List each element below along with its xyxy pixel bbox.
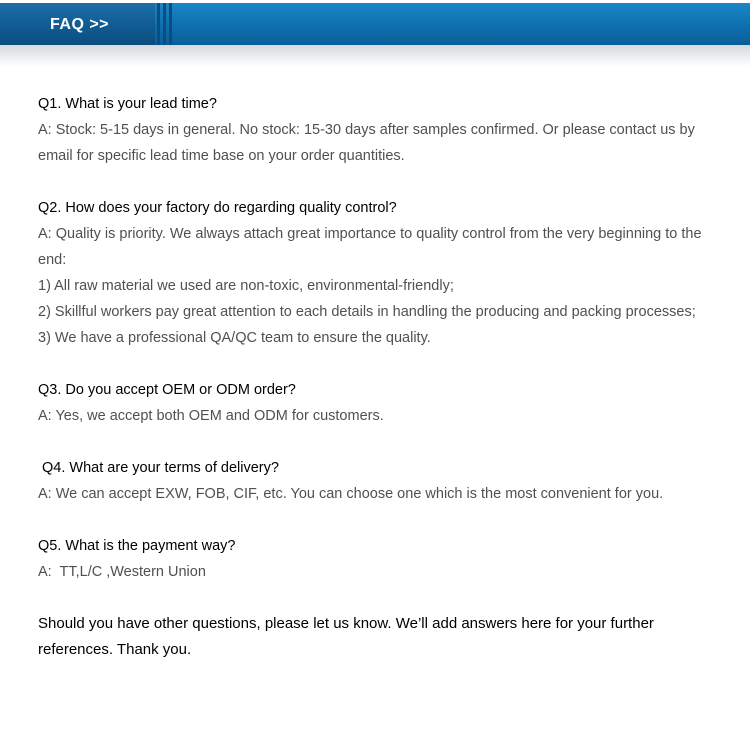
faq-answer-point: 1) All raw material we used are non-toxic, environmental-friendly;	[38, 278, 454, 294]
faq-header-tab	[0, 3, 155, 45]
header-shadow	[0, 45, 750, 67]
faq-answer: A: We can accept EXW, FOB, CIF, etc. You can choose one which is the most convenient for you.	[38, 486, 664, 502]
faq-question: Q4. What are your terms of delivery?	[38, 460, 279, 476]
closing-note: Should you have other questions, please let us know. We’ll add answers here for your further references. Thank you.	[38, 615, 654, 658]
header-stripe	[169, 3, 172, 45]
faq-question: Q2. How does your factory do regarding quality control?	[38, 200, 397, 216]
faq-item-3	[38, 377, 718, 429]
faq-item-5	[38, 533, 718, 585]
faq-header-bar	[0, 3, 750, 45]
faq-answer: A: TT,L/C ,Western Union	[38, 564, 206, 580]
faq-answer: A: Yes, we accept both OEM and ODM for customers.	[38, 408, 384, 424]
header-stripe	[157, 3, 160, 45]
faq-content	[38, 91, 718, 663]
header-stripe	[163, 3, 166, 45]
faq-question: Q5. What is the payment way?	[38, 538, 236, 554]
faq-answer: A: Quality is priority. We always attach great importance to quality control from the very beginning to the end:	[38, 226, 702, 268]
faq-answer-point: 2) Skillful workers pay great attention to each details in handling the producing and packing processes;	[38, 304, 696, 320]
faq-question: Q1. What is your lead time?	[38, 96, 217, 112]
faq-title: FAQ >>	[50, 16, 110, 33]
faq-item-4	[38, 455, 718, 507]
faq-item-1	[38, 91, 718, 169]
faq-answer: A: Stock: 5-15 days in general. No stock: 15-30 days after samples confirmed. Or please contact us by email for specific lead time base on your order quantities.	[38, 122, 695, 164]
faq-question: Q3. Do you accept OEM or ODM order?	[38, 382, 296, 398]
faq-answer-point: 3) We have a professional QA/QC team to ensure the quality.	[38, 330, 431, 346]
faq-item-2	[38, 195, 718, 351]
